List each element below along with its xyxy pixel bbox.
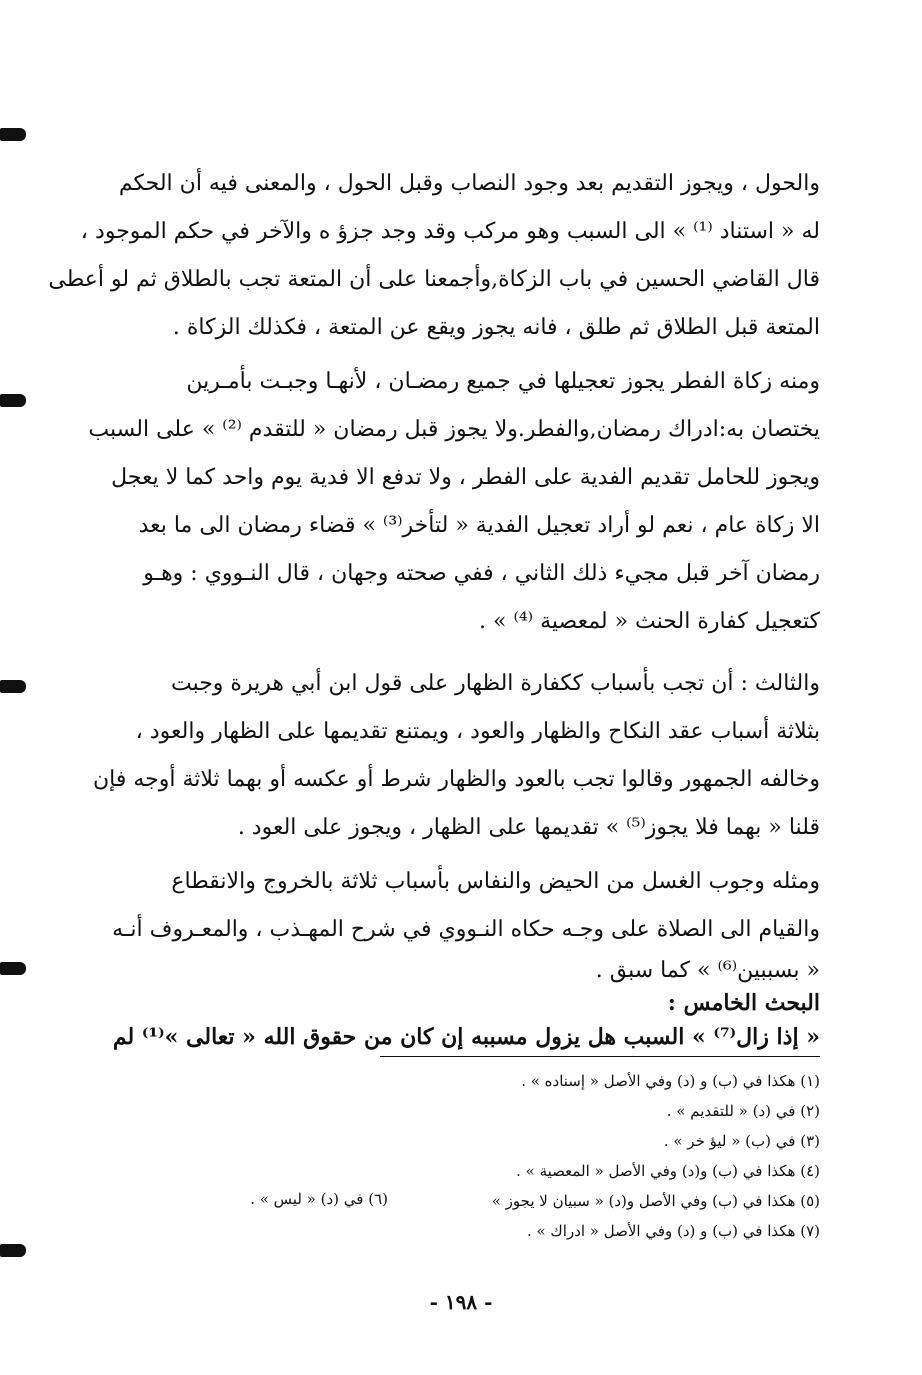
paragraph-1 <box>48 160 820 352</box>
text-line: والحول ، ويجوز التقديم بعد وجود النصاب وقبل الحول ، والمعنى فيه أن الحكم <box>118 171 820 196</box>
paragraph-4 <box>112 858 820 988</box>
text-line: والثالث : أن تجب بأسباب ككفارة الظهار على قول ابن أبي هريرة وجبت <box>170 671 820 696</box>
text-line: « بسببين⁽⁶⁾ » كما سبق . <box>595 958 820 983</box>
text-line: الا زكاة عام ، نعم لو أراد تعجيل الفدية « لتأخر⁽³⁾ » قضاء رمضان الى ما بعد <box>138 513 820 538</box>
section-heading-block <box>128 990 820 1016</box>
text-line: قلنا « بهما فلا يجوز⁽⁵⁾ » تقديمها على الظهار ، ويجوز على العود . <box>237 815 820 840</box>
paragraph-3 <box>93 660 820 852</box>
margin-mark <box>0 962 26 975</box>
margin-mark <box>0 394 26 407</box>
text-line: يختصان به:ادراك رمضان,والفطر.ولا يجوز قبل رمضان « للتقدم ⁽²⁾ » على السبب <box>88 417 820 442</box>
section-heading: البحث الخامس : <box>667 990 820 1016</box>
footnote: (٥) هكذا في (ب) وفي الأصل و(د) « سبيان لا يجوز » <box>491 1192 820 1210</box>
text-line: كتعجيل كفارة الحنث « لمعصية ⁽⁴⁾ » . <box>479 609 820 634</box>
footnote: (٣) في (ب) « ليؤ خر » . <box>663 1132 820 1150</box>
footnotes <box>380 1066 820 1246</box>
text-line: بثلاثة أسباب عقد النكاح والظهار والعود ، ويمتنع تقديمها على الظهار والعود ، <box>135 719 820 744</box>
last-line-block <box>112 1020 820 1054</box>
text-line: رمضان آخر قبل مجيء ذلك الثاني ، ففي صحته وجهان ، قال النـووي : وهـو <box>143 561 820 586</box>
margin-mark <box>0 128 26 141</box>
paragraph-2 <box>88 358 820 646</box>
text-line: والقيام الى الصلاة على وجـه حكاه النـووي في شرح المهـذب ، والمعـروف أنـه <box>112 917 820 942</box>
text-line: ومنه زكاة الفطر يجوز تعجيلها في جميع رمضـان ، لأنهـا وجبـت بأمـرين <box>186 369 820 394</box>
footnote-side: (٦) في (د) « ليس » . <box>250 1190 388 1208</box>
text-line: ويجوز للحامل تقديم الفدية على الفطر ، ولا تدفع الا فدية يوم واحد كما لا يعجل <box>111 465 820 490</box>
footnote: (٧) هكذا في (ب) و (د) وفي الأصل « ادراك » . <box>526 1222 820 1240</box>
text-line: المتعة قبل الطلاق ثم طلق ، فانه يجوز ويقع عن المتعة ، فكذلك الزكاة . <box>172 315 820 340</box>
text-line: « إذا زال⁽⁷⁾ » السبب هل يزول مسببه إن كان من حقوق الله « تعالى »⁽¹⁾ لم <box>112 1024 820 1050</box>
footnote: (١) هكذا في (ب) و (د) وفي الأصل « إسناده » . <box>521 1072 820 1090</box>
text-line: له « استناد ⁽¹⁾ » الى السبب وهو مركب وقد وجد جزؤ ه والآخر في حكم الموجود ، <box>80 219 820 244</box>
text-line: ومثله وجوب الغسل من الحيض والنفاس بأسباب ثلاثة بالخروج والانقطاع <box>171 869 820 894</box>
text-line: قال القاضي الحسين في باب الزكاة,وأجمعنا على أن المتعة تجب بالطلاق ثم لو أعطى <box>48 267 820 292</box>
text-line: وخالفه الجمهور وقالوا تجب بالعود والظهار شرط أو عكسه أو بهما ثلاثة أوجه فإن <box>93 767 820 792</box>
footnote-divider <box>380 1056 820 1057</box>
page-number: - ١٩٨ - <box>429 1290 493 1314</box>
margin-mark <box>0 1244 26 1257</box>
footnote: (٤) هكذا في (ب) و(د) وفي الأصل « المعصية » . <box>516 1162 820 1180</box>
margin-mark <box>0 680 26 693</box>
footnote: (٢) في (د) « للتقديم » . <box>666 1102 820 1120</box>
